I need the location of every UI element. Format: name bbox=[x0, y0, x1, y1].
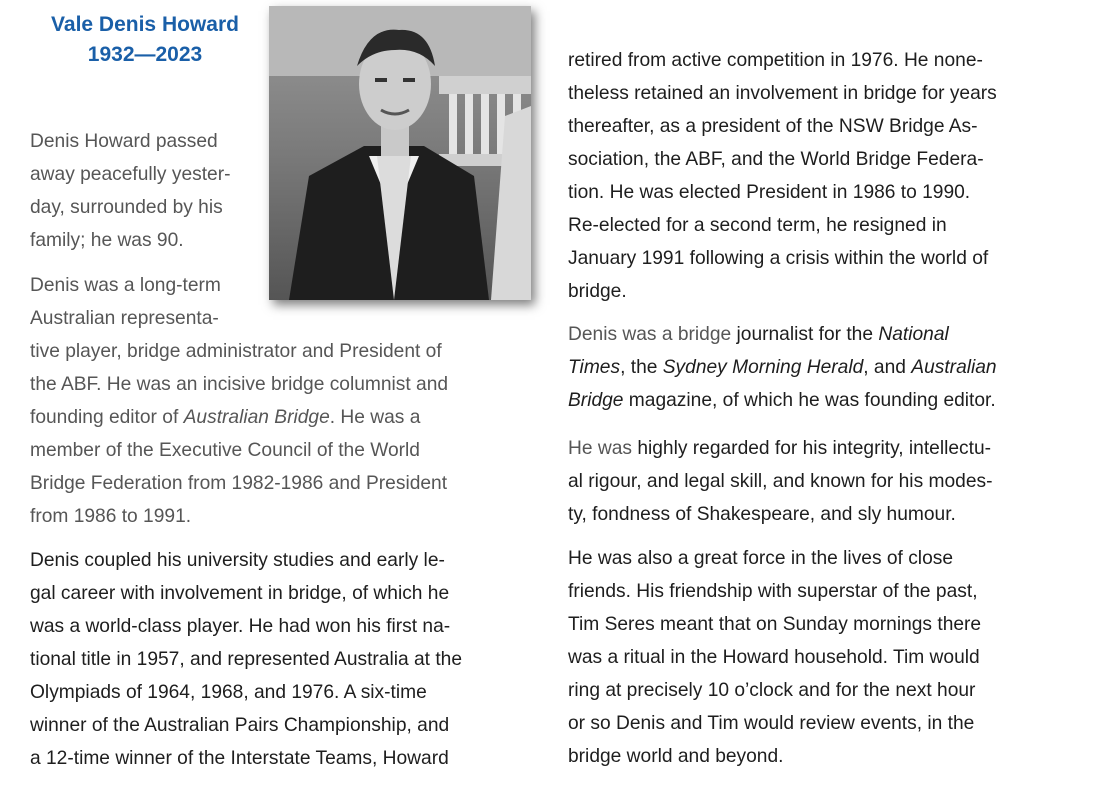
text-run: , the bbox=[620, 357, 663, 378]
text-line: was a ritual in the Howard household. Tim would bbox=[568, 647, 980, 668]
portrait-photo bbox=[269, 6, 531, 300]
text-line: sociation, the ABF, and the World Bridge Federa- bbox=[568, 149, 984, 170]
publication-title: Bridge bbox=[568, 390, 624, 411]
text-line: theless retained an involvement in bridge for years bbox=[568, 83, 997, 104]
left-paragraph-1 bbox=[30, 125, 231, 257]
text-line: Australian representa- bbox=[30, 308, 219, 329]
text-line: a 12-time winner of the Interstate Teams, Howard bbox=[30, 748, 449, 769]
left-paragraph-3 bbox=[30, 544, 462, 775]
text-line: January 1991 following a crisis within the world of bbox=[568, 248, 989, 269]
text-line: ty, fondness of Shakespeare, and sly humour. bbox=[568, 504, 956, 525]
text-run: . He was a bbox=[329, 407, 421, 428]
text-line bbox=[568, 432, 992, 465]
text-line: day, surrounded by his bbox=[30, 197, 223, 218]
text-line: Bridge Federation from 1982-1986 and President bbox=[30, 473, 448, 494]
text-line: Re-elected for a second term, he resigned in bbox=[568, 215, 947, 236]
text-run: Denis was a bridge bbox=[568, 324, 737, 345]
text-line: retired from active competition in 1976. He none- bbox=[568, 50, 983, 71]
right-paragraph-2 bbox=[568, 318, 997, 417]
text-line: away peacefully yester- bbox=[30, 164, 231, 185]
text-line: al rigour, and legal skill, and known for his modes- bbox=[568, 471, 993, 492]
text-run: He was bbox=[568, 438, 638, 459]
text-line: tion. He was elected President in 1986 to 1990. bbox=[568, 182, 971, 203]
text-line: tional title in 1957, and represented Australia at the bbox=[30, 649, 463, 670]
title-name: Vale Denis Howard bbox=[51, 13, 239, 36]
article-title bbox=[30, 10, 260, 70]
text-line: thereafter, as a president of the NSW Bridge As- bbox=[568, 116, 978, 137]
text-run: journalist for the bbox=[736, 324, 879, 345]
right-paragraph-3 bbox=[568, 432, 992, 531]
left-paragraph-2 bbox=[30, 269, 448, 533]
text-line: Denis Howard passed bbox=[30, 131, 218, 152]
publication-title: Times bbox=[568, 357, 621, 378]
text-line: Denis coupled his university studies and early le- bbox=[30, 550, 445, 571]
text-run: magazine, of which he was founding editor. bbox=[623, 390, 996, 411]
text-line: Tim Seres meant that on Sunday mornings there bbox=[568, 614, 982, 635]
text-line bbox=[568, 318, 997, 351]
publication-title: Australian Bridge bbox=[183, 407, 330, 428]
text-line: tive player, bridge administrator and President of bbox=[30, 341, 442, 362]
text-run: founding editor of bbox=[30, 407, 184, 428]
text-line: bridge world and beyond. bbox=[568, 746, 784, 767]
text-line: member of the Executive Council of the World bbox=[30, 440, 420, 461]
text-line: Olympiads of 1964, 1968, and 1976. A six-time bbox=[30, 682, 427, 703]
text-line: the ABF. He was an incisive bridge columnist and bbox=[30, 374, 449, 395]
text-line: was a world-class player. He had won his first na- bbox=[30, 616, 451, 637]
text-line: friends. His friendship with superstar of the past, bbox=[568, 581, 978, 602]
text-line: winner of the Australian Pairs Championship, and bbox=[30, 715, 450, 736]
text-run: , and bbox=[863, 357, 912, 378]
publication-title: Australian bbox=[911, 357, 997, 378]
right-paragraph-1 bbox=[568, 44, 997, 308]
right-paragraph-4 bbox=[568, 542, 981, 773]
text-line bbox=[30, 401, 448, 434]
text-line: family; he was 90. bbox=[30, 230, 184, 251]
text-line: bridge. bbox=[568, 281, 627, 302]
title-years: 1932—2023 bbox=[87, 43, 203, 66]
text-line: gal career with involvement in bridge, of which he bbox=[30, 583, 450, 604]
publication-title: National bbox=[878, 324, 949, 345]
portrait-illustration bbox=[269, 6, 531, 300]
text-line: He was also a great force in the lives of close bbox=[568, 548, 954, 569]
text-run: highly regarded for his integrity, intellectu- bbox=[637, 438, 992, 459]
text-line bbox=[568, 351, 997, 384]
text-line: from 1986 to 1991. bbox=[30, 506, 192, 527]
text-line: Denis was a long-term bbox=[30, 275, 221, 296]
text-line: ring at precisely 10 o’clock and for the next hour bbox=[568, 680, 976, 701]
text-line bbox=[568, 384, 997, 417]
publication-title: Sydney Morning Herald bbox=[662, 357, 864, 378]
text-line: or so Denis and Tim would review events, in the bbox=[568, 713, 975, 734]
